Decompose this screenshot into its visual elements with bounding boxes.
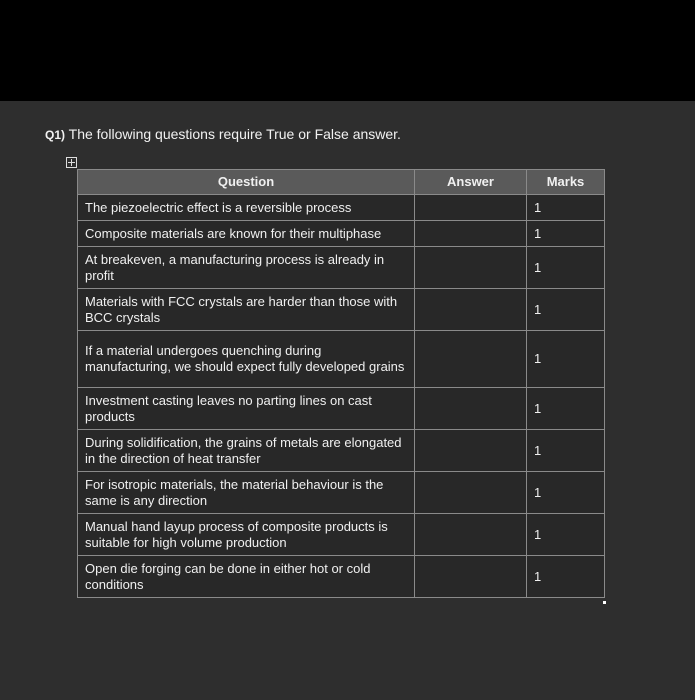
table-row <box>78 388 605 430</box>
question-cell: If a material undergoes quenching during manufacturing, we should expect fully developed grains <box>78 331 415 388</box>
table-row <box>78 556 605 598</box>
header-question: Question <box>78 170 415 195</box>
question-title <box>45 126 401 142</box>
table-row <box>78 472 605 514</box>
marks-cell: 1 <box>527 289 605 331</box>
question-number: Q1) <box>45 128 66 142</box>
table-row <box>78 247 605 289</box>
header-answer: Answer <box>415 170 527 195</box>
marks-cell: 1 <box>527 430 605 472</box>
answer-cell[interactable] <box>415 472 527 514</box>
marks-cell: 1 <box>527 556 605 598</box>
marks-cell: 1 <box>527 514 605 556</box>
question-cell: Investment casting leaves no parting lines on cast products <box>78 388 415 430</box>
question-cell: During solidification, the grains of metals are elongated in the direction of heat transfer <box>78 430 415 472</box>
marks-cell: 1 <box>527 221 605 247</box>
table-row <box>78 289 605 331</box>
answer-cell[interactable] <box>415 331 527 388</box>
marks-cell: 1 <box>527 331 605 388</box>
answer-cell[interactable] <box>415 430 527 472</box>
table-move-handle-icon[interactable] <box>66 157 77 168</box>
answer-cell[interactable] <box>415 514 527 556</box>
marks-cell: 1 <box>527 247 605 289</box>
true-false-table <box>77 169 605 598</box>
question-cell: The piezoelectric effect is a reversible process <box>78 195 415 221</box>
marks-cell: 1 <box>527 472 605 514</box>
marks-cell: 1 <box>527 195 605 221</box>
table-resize-handle[interactable] <box>603 601 606 604</box>
answer-cell[interactable] <box>415 195 527 221</box>
table-row <box>78 430 605 472</box>
answer-cell[interactable] <box>415 289 527 331</box>
answer-cell[interactable] <box>415 221 527 247</box>
table-row <box>78 195 605 221</box>
table-row <box>78 221 605 247</box>
answer-cell[interactable] <box>415 556 527 598</box>
question-cell: Open die forging can be done in either hot or cold conditions <box>78 556 415 598</box>
answer-cell[interactable] <box>415 247 527 289</box>
header-marks: Marks <box>527 170 605 195</box>
answer-cell[interactable] <box>415 388 527 430</box>
table-header-row <box>78 170 605 195</box>
question-cell: Materials with FCC crystals are harder than those with BCC crystals <box>78 289 415 331</box>
question-text: The following questions require True or False answer. <box>68 126 401 142</box>
question-cell: For isotropic materials, the material behaviour is the same is any direction <box>78 472 415 514</box>
table-row <box>78 331 605 388</box>
question-cell: Manual hand layup process of composite products is suitable for high volume production <box>78 514 415 556</box>
question-cell: At breakeven, a manufacturing process is already in profit <box>78 247 415 289</box>
table-row <box>78 514 605 556</box>
question-cell: Composite materials are known for their multiphase <box>78 221 415 247</box>
document-page <box>0 101 695 700</box>
marks-cell: 1 <box>527 388 605 430</box>
